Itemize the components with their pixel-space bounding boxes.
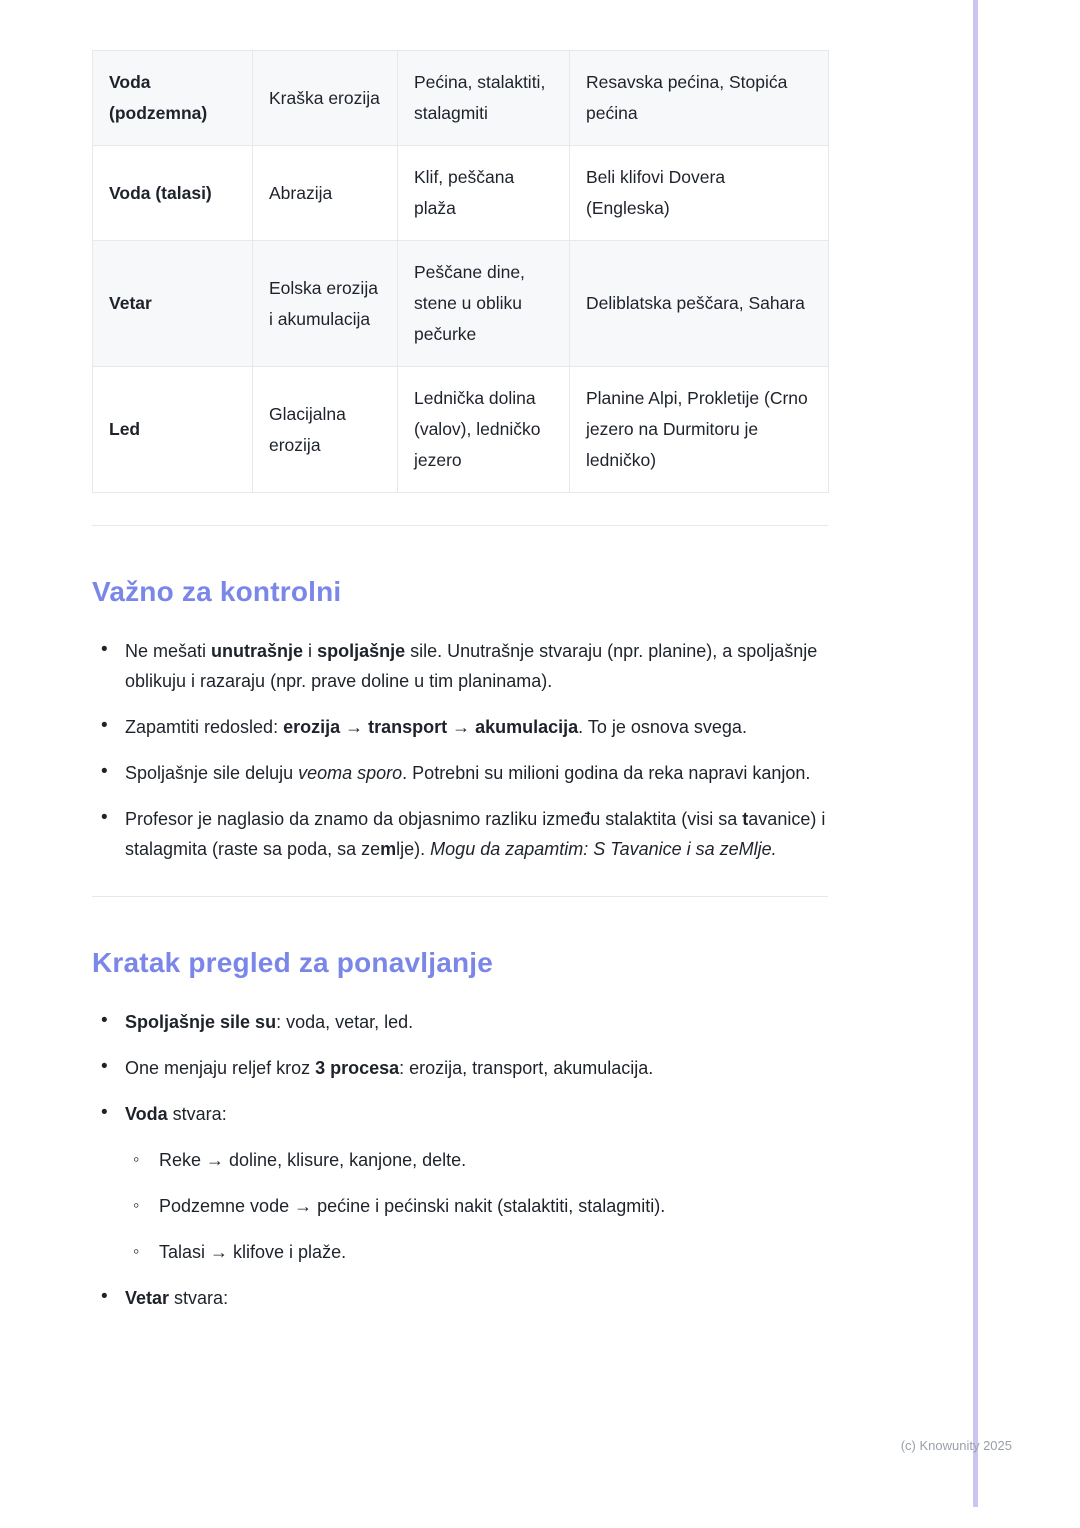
forces-table xyxy=(92,50,829,493)
table-row xyxy=(93,51,829,146)
list-item: • Zapamtiti redosled: erozija → transport → akumulacija. To je osnova svega. xyxy=(92,712,828,742)
list-item: • Spoljašnje sile su: voda, vetar, led. xyxy=(92,1007,828,1037)
table-cell: Lednička dolina (valov), ledničko jezero xyxy=(398,367,570,493)
list-item: • Ne mešati unutrašnje i spoljašnje sile. Unutrašnje stvaraju (npr. planine), a spoljašnje oblikuju i razaraju (npr. prave doline u tim planinama). xyxy=(92,636,828,696)
vazno-list xyxy=(92,636,828,864)
section-divider xyxy=(92,896,828,897)
table-cell: Beli klifovi Dovera (Engleska) xyxy=(570,146,829,241)
list-item: • Voda stvara: xyxy=(92,1099,828,1129)
table-cell: Eolska erozija i akumulacija xyxy=(253,241,398,367)
list-item: • Vetar stvara: xyxy=(92,1283,828,1313)
table-row xyxy=(93,146,829,241)
table-row xyxy=(93,241,829,367)
table-cell: Glacijalna erozija xyxy=(253,367,398,493)
table-cell: Pećina, stalaktiti, stalagmiti xyxy=(398,51,570,146)
list-item: ◦ Reke → doline, klisure, kanjone, delte. xyxy=(126,1145,828,1175)
list-item: • Spoljašnje sile deluju veoma sporo. Potrebni su milioni godina da reka napravi kanjon. xyxy=(92,758,828,788)
forces-table-body xyxy=(93,51,829,493)
table-cell: Voda (talasi) xyxy=(93,146,253,241)
list-item: ◦ Podzemne vode → pećine i pećinski nakit (stalaktiti, stalagmiti). xyxy=(126,1191,828,1221)
kratak-pregled-list xyxy=(92,1007,828,1313)
page-accent-line xyxy=(973,0,978,1507)
table-cell: Deliblatska peščara, Sahara xyxy=(570,241,829,367)
table-cell: Kraška erozija xyxy=(253,51,398,146)
list-item: • One menjaju reljef kroz 3 procesa: erozija, transport, akumulacija. xyxy=(92,1053,828,1083)
list-item: • Profesor je naglasio da znamo da objasnimo razliku između stalaktita (visi sa tavanice) i stalagmita (raste sa poda, sa zemlje). Mogu da zapamtim: S Tavanice i sa zeMlje. xyxy=(92,804,828,864)
section-divider xyxy=(92,525,828,526)
table-cell: Abrazija xyxy=(253,146,398,241)
table-row xyxy=(93,367,829,493)
copyright-notice: (c) Knowunity 2025 xyxy=(900,1438,1012,1453)
table-cell: Voda (podzemna) xyxy=(93,51,253,146)
table-cell: Led xyxy=(93,367,253,493)
section-title-kratak-pregled: Kratak pregled za ponavljanje xyxy=(92,947,494,978)
notes-page-content xyxy=(92,50,828,1329)
list-item: ◦ Talasi → klifove i plaže. xyxy=(126,1237,828,1267)
table-cell: Planine Alpi, Prokletije (Crno jezero na Durmitoru je ledničko) xyxy=(570,367,829,493)
table-cell: Klif, peščana plaža xyxy=(398,146,570,241)
table-cell: Vetar xyxy=(93,241,253,367)
table-cell: Peščane dine, stene u obliku pečurke xyxy=(398,241,570,367)
table-cell: Resavska pećina, Stopića pećina xyxy=(570,51,829,146)
section-title-vazno: Važno za kontrolni xyxy=(92,576,342,607)
